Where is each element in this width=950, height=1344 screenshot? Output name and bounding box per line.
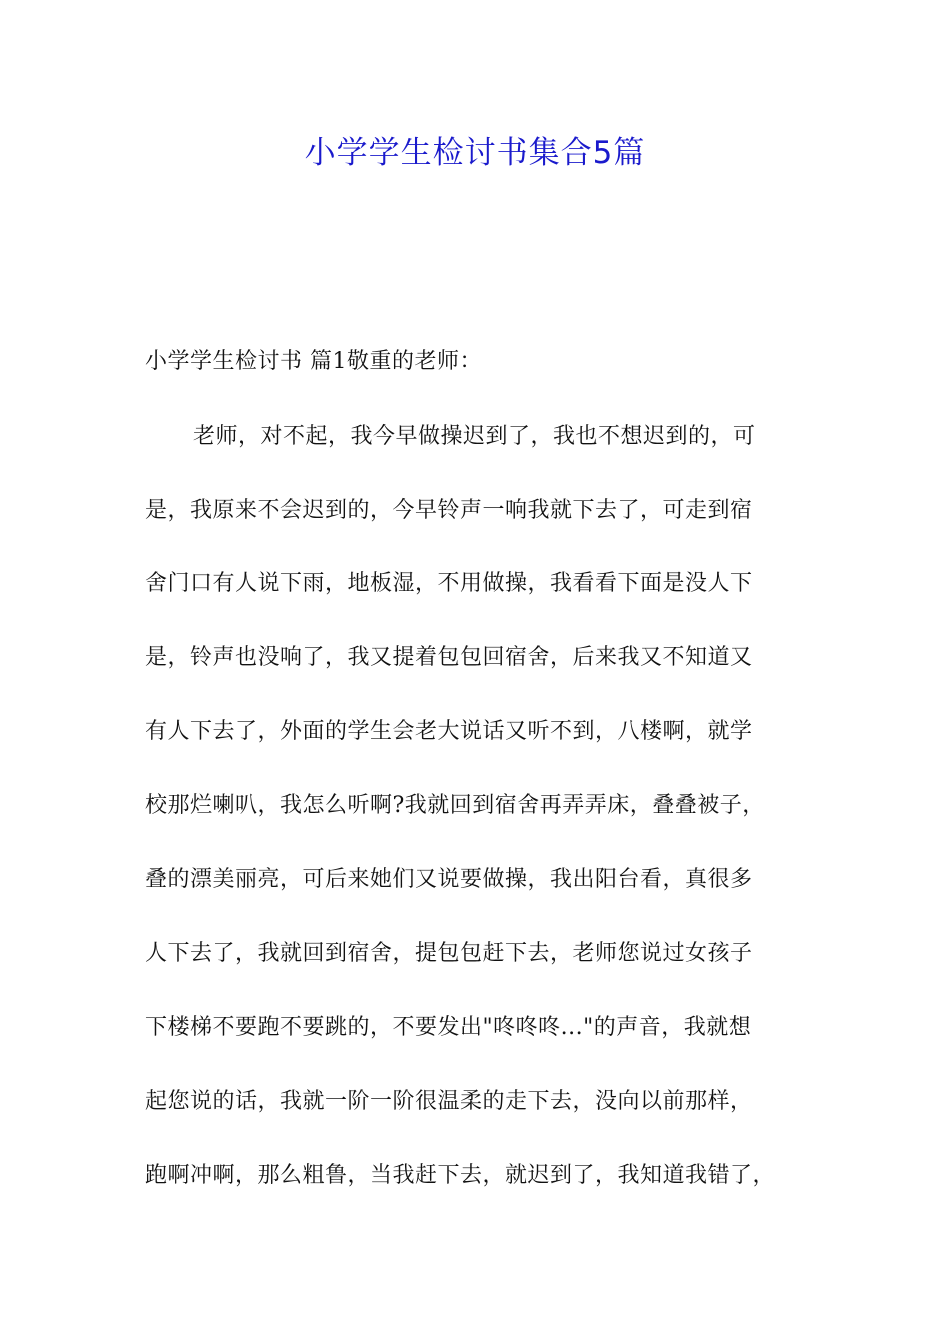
- paragraph-line: 是，铃声也没响了，我又提着包包回宿舍，后来我又不知道又: [145, 645, 753, 670]
- paragraph-line: 校那烂喇叭，我怎么听啊?我就回到宿舍再弄弄床，叠叠被子，: [145, 793, 765, 818]
- paragraph-line: 叠的漂美丽亮，可后来她们又说要做操，我出阳台看，真很多: [145, 867, 753, 892]
- section-heading-line: 小学学生检讨书 篇1敬重的老师：: [145, 349, 482, 374]
- paragraph-line: 有人下去了，外面的学生会老大说话又听不到，八楼啊，就学: [145, 719, 753, 744]
- paragraph-line: 是，我原来不会迟到的，今早铃声一响我就下去了，可走到宿: [145, 498, 753, 523]
- paragraph-line: 跑啊冲啊，那么粗鲁，当我赶下去，就迟到了，我知道我错了，: [145, 1163, 776, 1188]
- paragraph-line: 起您说的话，我就一阶一阶很温柔的走下去，没向以前那样，: [145, 1089, 753, 1114]
- paragraph-line: 老师，对不起，我今早做操迟到了，我也不想迟到的，可: [193, 424, 756, 449]
- paragraph-line: 舍门口有人说下雨，地板湿，不用做操，我看看下面是没人下: [145, 571, 753, 596]
- paragraph-line: 下楼梯不要跑不要跳的，不要发出"咚咚咚..."的声音，我就想: [145, 1015, 752, 1040]
- document-title: 小学学生检讨书集合5篇: [304, 135, 646, 171]
- paragraph-line: 人下去了，我就回到宿舍，提包包赶下去，老师您说过女孩子: [145, 941, 753, 966]
